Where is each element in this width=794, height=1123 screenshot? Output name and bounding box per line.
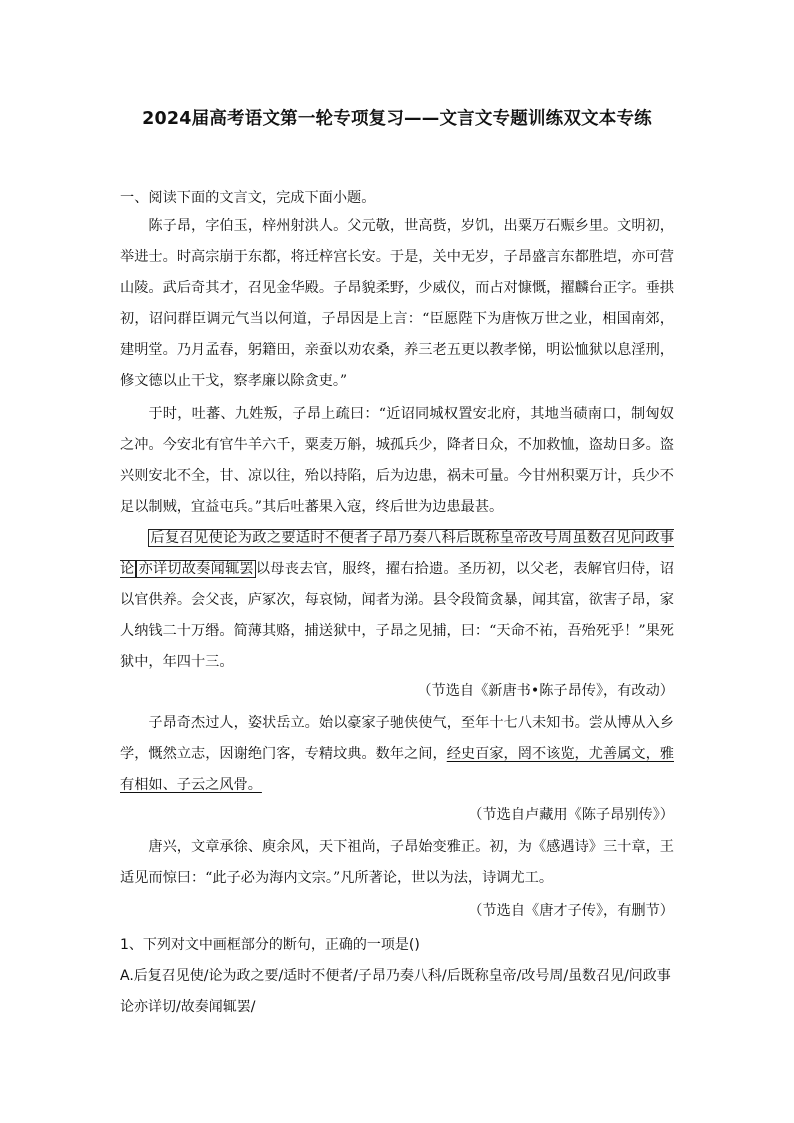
boxed-passage-line-2: 亦详切故奏闻辄罢 [138, 561, 254, 577]
document-title: 2024届高考语文第一轮专项复习——文言文专题训练双文本专练 [142, 109, 652, 129]
paragraph-text [120, 708, 674, 801]
paragraph-start: 子昂奇杰过人，姿状岳立。始以豪家子驰侠使气，至年十七八未知书。尝从博从入乡学，慨然立志，因谢绝门客，专精坟典。数年之间， [120, 715, 674, 762]
paragraph-text: 唐兴，文章承徐、庾余风，天下祖尚，子昂始变雅正。初，为《感遇诗》三十章，王适见而惊曰：“此子必为海内文宗。”凡所著论，世以为法，诗调尤工。 [120, 839, 674, 886]
passage-paragraph-1 [120, 211, 674, 397]
underlined-sentence: 经史百家，罔不该览，尤善属文，雅有相如、子云之风骨。 [120, 746, 674, 793]
paragraph-text: 陈子昂，字伯玉，梓州射洪人。父元敬，世高赀，岁饥，出粟万石赈乡里。文明初，举进士。时高宗崩于东都，将迁梓宫长安。于是，关中无岁，子昂盛言东都胜垲，亦可营山陵。武后奇其才，召见金华殿。子昂貌柔野，少威仪，而占对慷慨，擢麟台正字。垂拱初，诏问群臣调元气当以何道，子昂因是上言：“臣愿陛下为唐恢万世之业，相国南郊，建明堂。乃月孟春，躬籍田，亲蚕以劝农桑，养三老五更以教孝悌，明讼恤狱以息淫刑，修文德以止干戈，察孝廉以除贪吏。” [120, 218, 674, 389]
paragraph-text [120, 523, 674, 678]
section-heading: 一、阅读下面的文言文，完成下面小题。 [120, 190, 376, 206]
paragraph-text: 于时，吐蕃、九姓叛，子昂上疏曰：“近诏同城权置安北府，其地当碛南口，制匈奴之冲。今安北有官牛羊六千，粟麦万斛，城孤兵少，降者日众，不加救恤，盗劫日多。盗兴则安北不全，甘、凉以往，殆以持陷，后为边患，祸未可量。今甘州积粟万计，兵少不足以制贼，宜益屯兵。”其后吐蕃果入寇，终后世为边患最甚。 [120, 406, 674, 515]
passage-paragraph-3 [120, 523, 674, 678]
source-citation-1: （节选自《新唐书•陈子昂传》，有改动） [417, 683, 674, 699]
source-citation-2: （节选自卢藏用《陈子昂别传》） [468, 807, 674, 823]
question-1: 1、下列对文中画框部分的断句，正确的一项是() [120, 937, 420, 953]
paragraph-rest: 以母丧去官，服终，擢右拾遗。圣历初，以父老，表解官归侍，诏以官供养。会父丧，庐冢次，每哀恸，闻者为涕。县令段简贪暴，闻其富，欲害子昂，家人纳钱二十万缗。简薄其赂，捕送狱中，子昂之见捕，曰：“天命不祐，吾殆死乎！”果死狱中，年四十三。 [120, 561, 674, 670]
passage-paragraph-2 [120, 399, 674, 523]
option-a: A.后复召见使/论为政之要/适时不便者/子昂乃奏八科/后既称皇帝/改号周/虽数召见/问政事论亦详切/故奏闻辄罢/ [120, 968, 671, 1015]
source-citation-3: （节选自《唐才子传》，有删节） [468, 903, 674, 919]
boxed-passage-line-1: 后复召见使论为政之要适时不便者子昂乃奏八科后既称皇帝改号周虽数召见问政事论 [120, 530, 674, 577]
passage-paragraph-4 [120, 708, 674, 801]
passage-paragraph-5 [120, 832, 674, 894]
